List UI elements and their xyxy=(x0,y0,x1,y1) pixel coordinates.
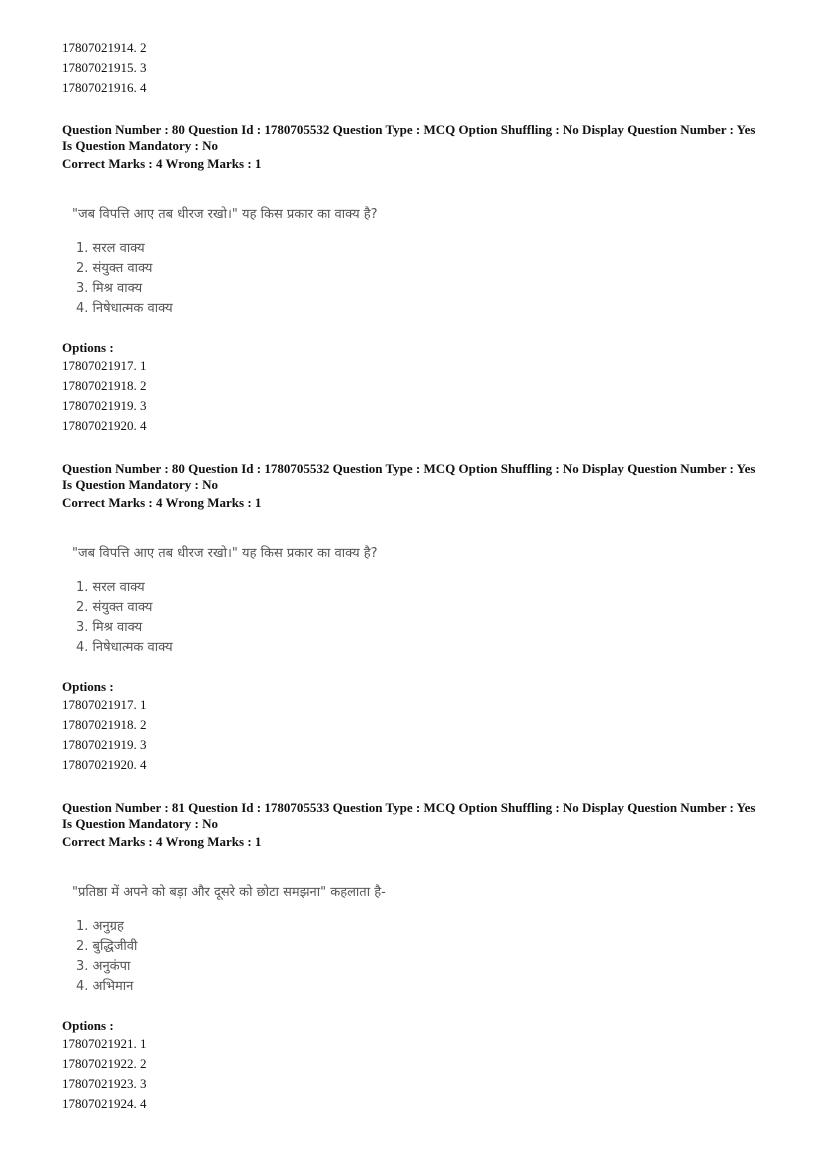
question-marks: Correct Marks : 4 Wrong Marks : 1 xyxy=(62,834,262,849)
option-line: 17807021923. 3 xyxy=(62,1076,147,1091)
option-line: 17807021919. 3 xyxy=(62,737,147,752)
options-label: Options : xyxy=(62,340,114,355)
question-image xyxy=(62,543,502,655)
choice-item: 1. अनुग्रह xyxy=(76,919,124,934)
choice-item: 3. मिश्र वाक्य xyxy=(76,620,143,635)
question-image xyxy=(62,204,502,316)
option-line: 17807021915. 3 xyxy=(62,60,147,75)
question-stem: "जब विपत्ति आए तब धीरज रखो।" यह किस प्रकार का वाक्य है? xyxy=(72,207,378,222)
option-line: 17807021916. 4 xyxy=(62,80,147,95)
option-line: 17807021920. 4 xyxy=(62,757,147,772)
option-line: 17807021924. 4 xyxy=(62,1096,147,1111)
option-line: 17807021918. 2 xyxy=(62,378,147,393)
choice-item: 4. निषेधात्मक वाक्य xyxy=(76,640,173,655)
choice-item: 4. अभिमान xyxy=(76,979,134,994)
options-label: Options : xyxy=(62,1018,114,1033)
question-image xyxy=(62,882,502,994)
question-stem: "जब विपत्ति आए तब धीरज रखो।" यह किस प्रकार का वाक्य है? xyxy=(72,546,378,561)
question-mandatory: Is Question Mandatory : No xyxy=(62,816,219,831)
choice-item: 1. सरल वाक्य xyxy=(76,580,145,595)
question-mandatory: Is Question Mandatory : No xyxy=(62,477,219,492)
question-header: Question Number : 81 Question Id : 1780705533 Question Type : MCQ Option Shuffling : No Display Question Number : Yes xyxy=(62,800,756,815)
option-line: 17807021919. 3 xyxy=(62,398,147,413)
question-header: Question Number : 80 Question Id : 1780705532 Question Type : MCQ Option Shuffling : No Display Question Number : Yes xyxy=(62,122,756,137)
choice-item: 2. संयुक्त वाक्य xyxy=(76,261,153,276)
question-mandatory: Is Question Mandatory : No xyxy=(62,138,219,153)
question-marks: Correct Marks : 4 Wrong Marks : 1 xyxy=(62,495,262,510)
option-line: 17807021921. 1 xyxy=(62,1036,147,1051)
option-line: 17807021918. 2 xyxy=(62,717,147,732)
choice-item: 3. मिश्र वाक्य xyxy=(76,281,143,296)
options-label: Options : xyxy=(62,679,114,694)
question-marks: Correct Marks : 4 Wrong Marks : 1 xyxy=(62,156,262,171)
option-line: 17807021914. 2 xyxy=(62,40,147,55)
option-line: 17807021920. 4 xyxy=(62,418,147,433)
option-line: 17807021917. 1 xyxy=(62,697,147,712)
option-line: 17807021922. 2 xyxy=(62,1056,147,1071)
choice-item: 2. बुद्धिजीवी xyxy=(76,939,138,954)
choice-item: 4. निषेधात्मक वाक्य xyxy=(76,301,173,316)
question-header: Question Number : 80 Question Id : 1780705532 Question Type : MCQ Option Shuffling : No Display Question Number : Yes xyxy=(62,461,756,476)
choice-item: 1. सरल वाक्य xyxy=(76,241,145,256)
choice-item: 2. संयुक्त वाक्य xyxy=(76,600,153,615)
question-stem: "प्रतिष्ठा में अपने को बड़ा और दूसरे को छोटा समझना" कहलाता है- xyxy=(72,885,386,900)
option-line: 17807021917. 1 xyxy=(62,358,147,373)
choice-item: 3. अनुकंपा xyxy=(76,959,131,974)
